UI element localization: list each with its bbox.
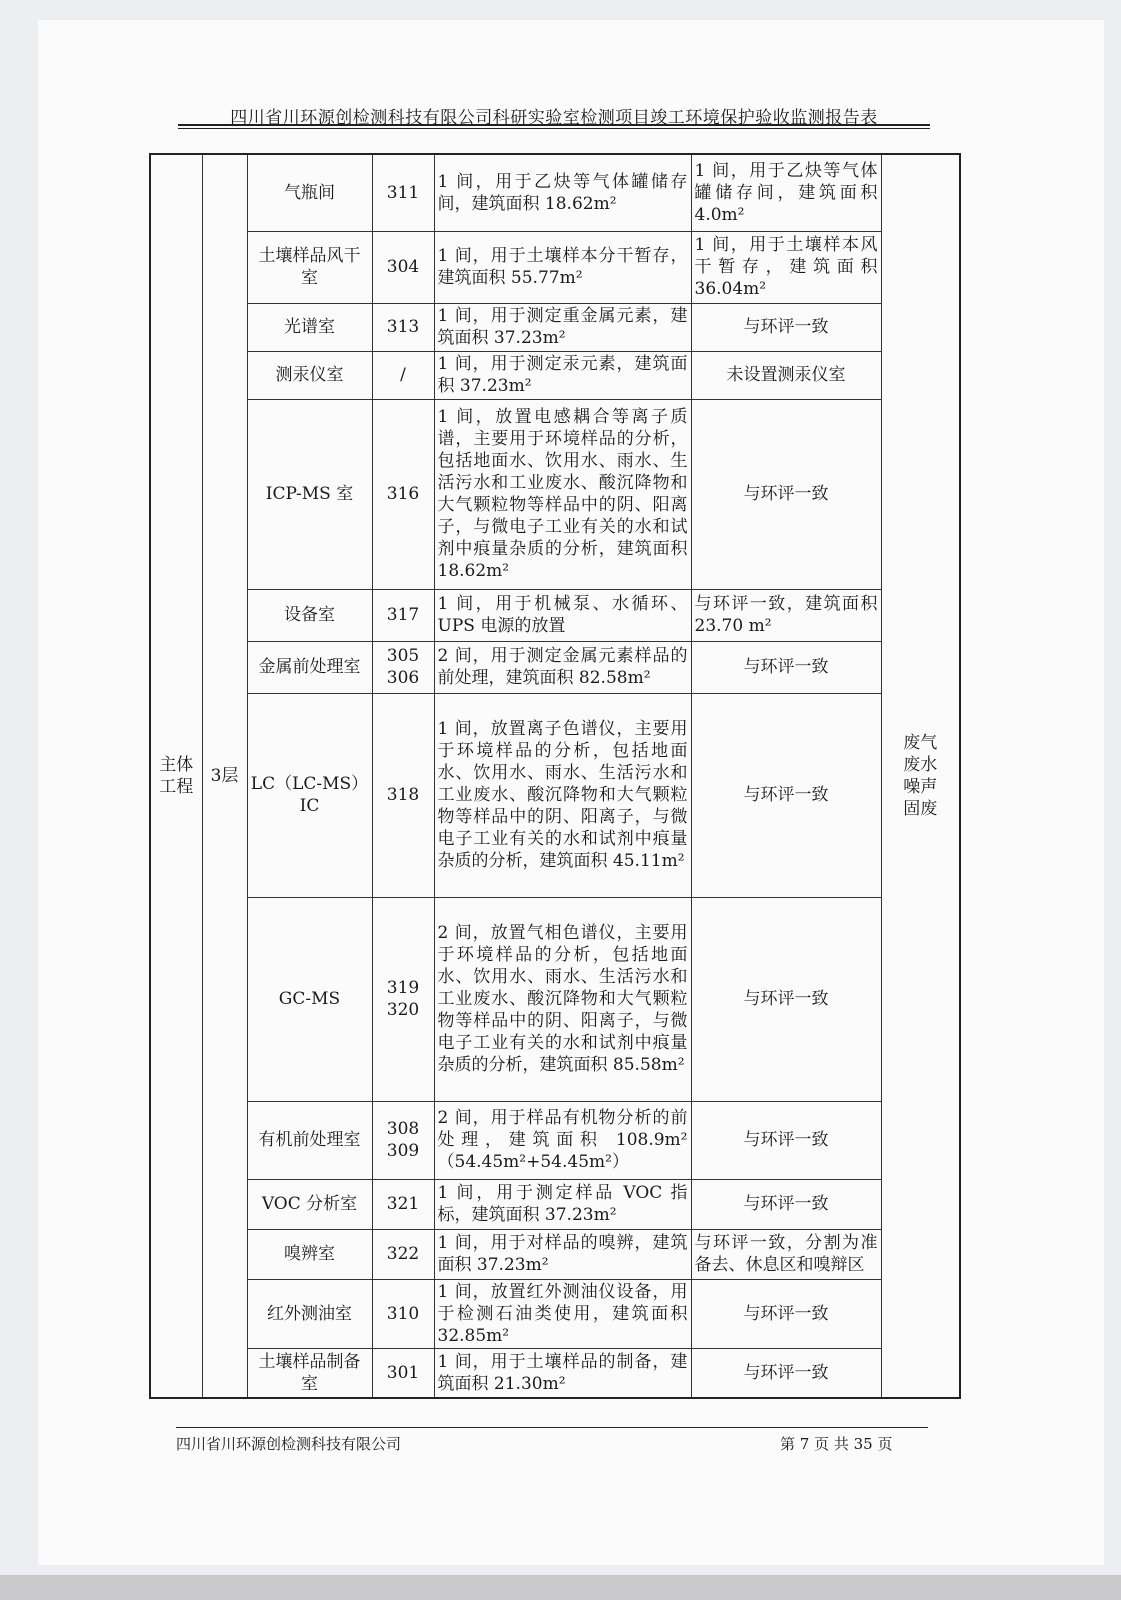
actual-construction-cell: 与环评一致，分割为准备去、休息区和嗅辩区 xyxy=(691,1229,881,1279)
room-number-cell: 322 xyxy=(372,1229,434,1279)
room-number-cell: 308 309 xyxy=(372,1101,434,1179)
table-row xyxy=(150,1348,960,1398)
room-number-cell: 319 320 xyxy=(372,897,434,1101)
actual-construction-cell: 与环评一致 xyxy=(691,641,881,693)
room-name-cell: 有机前处理室 xyxy=(247,1101,372,1179)
actual-construction-cell: 与环评一致 xyxy=(691,303,881,351)
room-name-cell: LC（LC-MS） IC xyxy=(247,693,372,897)
footer-company: 四川省川环源创检测科技有限公司 xyxy=(176,1435,402,1453)
room-name-cell: 金属前处理室 xyxy=(247,641,372,693)
eia-description-cell: 2 间，用于测定金属元素样品的前处理，建筑面积 82.58m² xyxy=(434,641,691,693)
room-name-cell: 红外测油室 xyxy=(247,1279,372,1348)
table-row xyxy=(150,1101,960,1179)
room-name-cell: VOC 分析室 xyxy=(247,1179,372,1229)
room-name-cell: GC-MS xyxy=(247,897,372,1101)
page-header-title: 四川省川环源创检测科技有限公司科研实验室检测项目竣工环境保护验收监测报告表 xyxy=(230,108,878,128)
eia-description-cell: 1 间，放置离子色谱仪，主要用于环境样品的分析，包括地面水、饮用水、雨水、生活污水和工业废水、酸沉降物和大气颗粒物等样品中的阴、阳离子，与微电子工业有关的水和试剂中痕量杂质的分析，建筑面积 45.11m² xyxy=(434,693,691,897)
eia-description-cell: 1 间，用于对样品的嗅辨，建筑面积 37.23m² xyxy=(434,1229,691,1279)
scan-edge xyxy=(0,1575,1121,1600)
eia-description-cell: 1 间，放置红外测油仪设备，用于检测石油类使用，建筑面积 32.85m² xyxy=(434,1279,691,1348)
room-number-cell: 305 306 xyxy=(372,641,434,693)
table-row xyxy=(150,351,960,399)
room-name-cell: 土壤样品风干室 xyxy=(247,231,372,303)
table-row xyxy=(150,693,960,897)
eia-description-cell: 2 间，放置气相色谱仪，主要用于环境样品的分析，包括地面水、饮用水、雨水、生活污水和工业废水、酸沉降物和大气颗粒物等样品中的阴、阳离子，与微电子工业有关的水和试剂中痕量杂质的分析，建筑面积 85.58m² xyxy=(434,897,691,1101)
eia-description-cell: 1 间，放置电感耦合等离子质谱，主要用于环境样品的分析，包括地面水、饮用水、雨水、生活污水和工业废水、酸沉降物和大气颗粒物等样品中的阴、阳离子，与微电子工业有关的水和试剂中痕量杂质的分析，建筑面积 18.62m² xyxy=(434,399,691,589)
room-name-cell: 嗅辨室 xyxy=(247,1229,372,1279)
room-number-cell: 317 xyxy=(372,589,434,641)
room-number-cell: 304 xyxy=(372,231,434,303)
actual-construction-cell: 与环评一致 xyxy=(691,897,881,1101)
footer-page-number: 第 7 页 共 35 页 xyxy=(780,1435,893,1453)
room-number-cell: 321 xyxy=(372,1179,434,1229)
actual-construction-cell: 与环评一致 xyxy=(691,399,881,589)
footer-rule xyxy=(176,1427,928,1428)
eia-description-cell: 1 间，用于乙炔等气体罐储存间，建筑面积 18.62m² xyxy=(434,154,691,231)
eia-description-cell: 1 间，用于土壤样本分干暂存，建筑面积 55.77m² xyxy=(434,231,691,303)
table-row xyxy=(150,1229,960,1279)
floor-cell: 3层 xyxy=(202,154,247,1398)
eia-description-cell: 1 间，用于机械泵、水循环、UPS 电源的放置 xyxy=(434,589,691,641)
eia-description-cell: 1 间，用于测定样品 VOC 指标，建筑面积 37.23m² xyxy=(434,1179,691,1229)
header-rule xyxy=(178,124,930,126)
table-row xyxy=(150,897,960,1101)
table-row xyxy=(150,589,960,641)
actual-construction-cell: 与环评一致 xyxy=(691,1101,881,1179)
table-row xyxy=(150,154,960,231)
actual-construction-cell: 与环评一致 xyxy=(691,1348,881,1398)
room-number-cell: 318 xyxy=(372,693,434,897)
table-row xyxy=(150,231,960,303)
table-row xyxy=(150,399,960,589)
room-number-cell: 313 xyxy=(372,303,434,351)
room-name-cell: 测汞仪室 xyxy=(247,351,372,399)
environmental-impact-cell: 废气 废水 噪声 固废 xyxy=(881,154,960,1398)
room-name-cell: 光谱室 xyxy=(247,303,372,351)
actual-construction-cell: 1 间，用于土壤样本风干暂存，建筑面积 36.04m² xyxy=(691,231,881,303)
table-row xyxy=(150,641,960,693)
eia-description-cell: 1 间，用于土壤样品的制备，建筑面积 21.30m² xyxy=(434,1348,691,1398)
actual-construction-cell: 1 间，用于乙炔等气体罐储存间，建筑面积 4.0m² xyxy=(691,154,881,231)
actual-construction-cell: 与环评一致 xyxy=(691,1179,881,1229)
actual-construction-cell: 未设置测汞仪室 xyxy=(691,351,881,399)
room-number-cell: 316 xyxy=(372,399,434,589)
actual-construction-cell: 与环评一致，建筑面积 23.70 m² xyxy=(691,589,881,641)
eia-description-cell: 2 间，用于样品有机物分析的前处理，建筑面积 108.9m²（54.45m²+54.45m²） xyxy=(434,1101,691,1179)
lab-rooms-table xyxy=(149,153,961,1399)
room-number-cell: 311 xyxy=(372,154,434,231)
table-row xyxy=(150,1179,960,1229)
room-name-cell: 设备室 xyxy=(247,589,372,641)
table-row xyxy=(150,303,960,351)
category-cell: 主体 工程 xyxy=(150,154,202,1398)
room-number-cell: 301 xyxy=(372,1348,434,1398)
eia-description-cell: 1 间，用于测定汞元素，建筑面积 37.23m² xyxy=(434,351,691,399)
room-number-cell: / xyxy=(372,351,434,399)
room-name-cell: 气瓶间 xyxy=(247,154,372,231)
room-number-cell: 310 xyxy=(372,1279,434,1348)
table-row xyxy=(150,1279,960,1348)
actual-construction-cell: 与环评一致 xyxy=(691,1279,881,1348)
header-rule-thin xyxy=(178,128,930,129)
actual-construction-cell: 与环评一致 xyxy=(691,693,881,897)
eia-description-cell: 1 间，用于测定重金属元素，建筑面积 37.23m² xyxy=(434,303,691,351)
room-name-cell: ICP-MS 室 xyxy=(247,399,372,589)
room-name-cell: 土壤样品制备室 xyxy=(247,1348,372,1398)
